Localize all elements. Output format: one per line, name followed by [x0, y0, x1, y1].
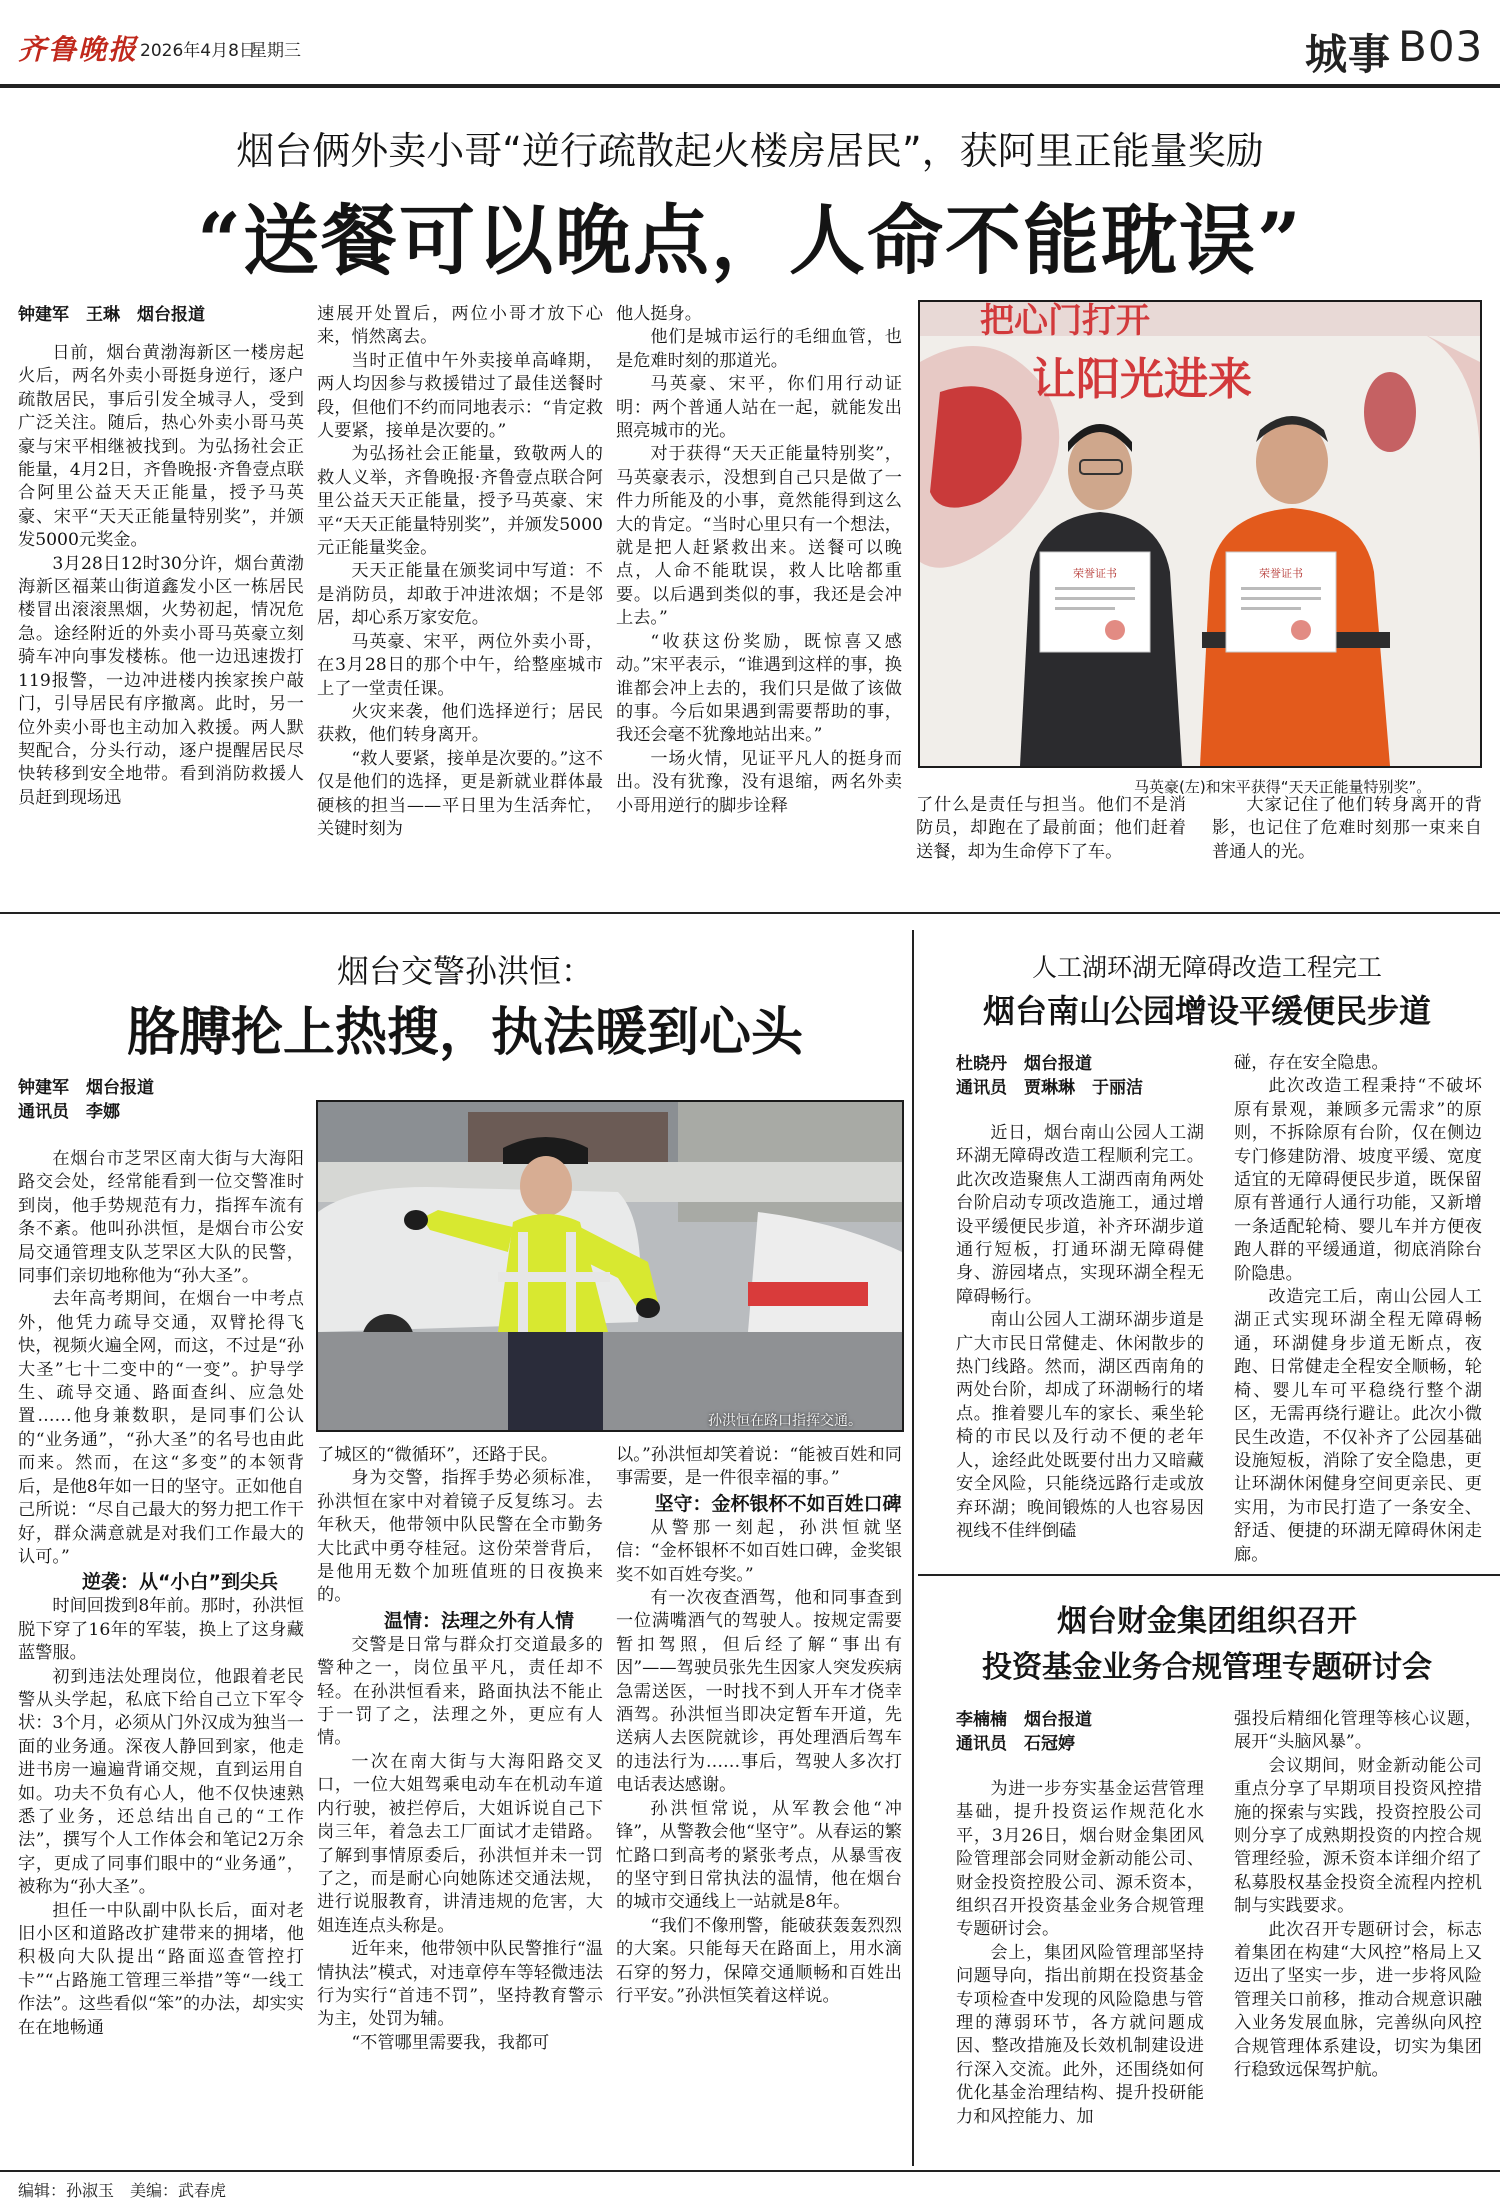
- article2-kicker: 烟台交警孙洪恒：: [336, 952, 593, 990]
- banner-top-text: 把心门打开: [980, 302, 1150, 341]
- byline-line: 钟建军 烟台报道: [18, 1078, 154, 1098]
- banner-text: 让阳光进来: [1032, 354, 1252, 405]
- article3-column-1: [956, 1122, 1204, 1568]
- paragraph: 南山公园人工湖环湖步道是广大市民日常健走、休闲散步的热门线路。然而，湖区西南角的两处台阶，却成了环湖畅行的堵点。推着婴儿车的家长、乘坐轮椅的市民以及行动不便的老年人，途经此处既要付出力又暗藏安全风险，只能绕远路行走或放弃环湖；晚间锻炼的人也容易因视线不佳绊倒磕: [956, 1310, 1204, 1541]
- byline-line: 通讯员 贾琳琳 于丽洁: [956, 1078, 1143, 1098]
- article2-title: 胳膊抡上热搜，执法暖到心头: [126, 1002, 803, 1063]
- paragraph: 有一次夜查酒驾，他和同事查到一位满嘴酒气的驾驶人。按规定需要暂扣驾照，但后经了解“事出有因”——驾驶员张先生因家人突发疾病急需送医，一时找不到人开车才侥幸酒驾。孙洪恒当即决定暂车开道，先送病人去医院就诊，再处理酒后驾车的违法行为……事后，驾驶人多次打电话表达感谢。: [616, 1588, 902, 1796]
- paragraph: 天天正能量在颁奖词中写道：不是消防员，却敢于冲进浓烟；不是邻居，却心系万家安危。: [317, 561, 603, 629]
- paragraph: 初到违法处理岗位，他跟着老民警从头学起，私底下给自己立下军令状：3个月，必须从门外汉成为独当一面的业务通。深夜人静回到家，他走进书房一遍遍背诵交规，直到运用自如。功夫不负有心人，他不仅快速熟悉了业务，还总结出自己的“工作法”，撰写个人工作体会和笔记2万余字，更成了同事们眼中的“业务通”，被称为“孙大圣”。: [18, 1666, 304, 1898]
- paragraph: 以。”孙洪恒却笑着说：“能被百姓和同事需要，是一件很幸福的事。”: [616, 1445, 902, 1489]
- paragraph: 此次召开专题研讨会，标志着集团在构建“大风控”格局上又迈出了坚实一步，进一步将风险管理关口前移，推动合规意识融入业务发展血脉，完善纵向风控合规管理体系建设，切实为集团行稳致远保驾护航。: [1234, 1919, 1482, 2081]
- paragraph: 大家记住了他们转身离开的背影，也记住了危难时刻那一束来自普通人的光。: [1212, 795, 1482, 862]
- byline-line: 杜晓丹 烟台报道: [956, 1054, 1092, 1074]
- paragraph: 他们是城市运行的毛细血管，也是危难时刻的那道光。: [616, 327, 902, 371]
- paragraph: 了城区的“微循环”，还路于民。: [317, 1445, 559, 1465]
- paragraph: 去年高考期间，在烟台一中考点外，他凭力疏导交通，双臂抡得飞快，视频火遍全网，而这，不过是“孙大圣”七十二变中的“一变”。护导学生、疏导交通、路面查纠、应急处置……他身兼数职，是同事们公认的“业务通”，“孙大圣”的名号也由此而来。然而，在这“多变”的本领背后，是他8年如一日的坚守。正如他自己所说：“尽自己最大的努力把工作干好，群众满意就是对我们工作最大的认可。”: [18, 1289, 304, 1567]
- article3-kicker: 人工湖环湖无障碍改造工程完工: [1031, 953, 1382, 982]
- paragraph: 强投后精细化管理等核心议题，展开“头脑风暴”。: [1234, 1709, 1482, 1753]
- paragraph: 改造完工后，南山公园人工湖正式实现环湖全程无障碍畅通，环湖健身步道无断点，夜跑、日常健走全程安全顺畅，轮椅、婴儿车可平稳绕行整个湖区，无需再绕行避让。此次小微民生改造，不仅补齐了公园基础设施短板，消除了安全隐患，更让环湖休闲健身空间更亲民、更实用，为市民打造了一条安全、舒适、便捷的环湖无障碍休闲走廊。: [1234, 1287, 1482, 1565]
- paragraph: 了什么是责任与担当。他们不是消防员，却跑在了最前面；他们赶着送餐，却为生命停下了车。: [916, 795, 1186, 862]
- paragraph: 3月28日12时30分许，烟台黄渤海新区福莱山街道鑫发小区一栋居民楼冒出滚滚黑烟，火势初起，情况危急。途经附近的外卖小哥马英豪立刻骑车冲向事发楼栋。他一边迅速拨打119报警，一边冲进楼内挨家挨户敲门，引导居民有序撤离。此时，另一位外卖小哥也主动加入救援。两人默契配合，分头行动，逐户提醒居民尽快转移到安全地带。看到消防救援人员赶到现场迅: [18, 553, 304, 808]
- paragraph: 时间回拨到8年前。那时，孙洪恒脱下穿了16年的军装，换上了这身藏蓝警服。: [18, 1596, 304, 1664]
- article2-byline: [18, 1076, 154, 1124]
- article4-column-2: [1234, 1708, 1482, 2166]
- article2-column-3: [616, 1444, 902, 2166]
- article1-title: “送餐可以晚点，人命不能耽误”: [197, 196, 1303, 285]
- article4-column-1: [956, 1778, 1204, 2166]
- paragraph: 一场火情，见证平凡人的挺身而出。没有犹豫，没有退缩，两名外卖小哥用逆行的脚步诠释: [616, 748, 902, 816]
- byline-line: 李楠楠 烟台报道: [956, 1710, 1092, 1730]
- paragraph: 会上，集团风险管理部坚持问题导向，指出前期在投资基金专项检查中发现的风险隐患与管理的薄弱环节，各方就问题成因、整改措施及长效机制建设进行深入交流。此外，还围绕如何优化基金治理结构、提升投研能力和风控能力、加: [956, 1942, 1204, 2127]
- footer-editor-credits: 编辑：孙淑玉 美编：武春虎: [18, 2181, 227, 2200]
- subheading: 温情：法理之外有人情: [383, 1609, 574, 1632]
- paragraph: 为弘扬社会正能量，致敬两人的救人义举，齐鲁晚报·齐鲁壹点联合阿里公益天天正能量，授予马英豪、宋平“天天正能量特别奖”，并颁发5000元正能量奖金。: [317, 444, 603, 559]
- article4-title-line2: 投资基金业务合规管理专题研讨会: [982, 1650, 1432, 1685]
- award-photo-illustration: [920, 302, 1480, 766]
- paragraph: 日前，烟台黄渤海新区一楼房起火后，两名外卖小哥挺身逆行，逐户疏散居民，事后引发全城寻人，受到广泛关注。随后，热心外卖小哥马英豪与宋平相继被找到。为弘扬社会正能量，4月2日，齐鲁晚报·齐鲁壹点联合阿里公益天天正能量，授予马英豪、宋平“天天正能量特别奖”，并颁发5000元奖金。: [18, 343, 304, 551]
- paragraph: 从警那一刻起，孙洪恒就坚信：“金杯银杯不如百姓口碑，金奖银奖不如百姓夸奖。”: [616, 1517, 902, 1585]
- paragraph: 交警是日常与群众打交道最多的警种之一，岗位虽平凡，责任却不轻。在孙洪恒看来，路面执法不能止于一罚了之，法理之外，更应有人情。: [317, 1634, 603, 1749]
- article2-column-2: [317, 1444, 603, 2166]
- paragraph: 会议期间，财金新动能公司重点分享了早期项目投资风控措施的探索与实践，投资控股公司则分享了成熟期投资的内控合规管理经验，源禾资本详细介绍了私募股权基金投资全流程内控机制与实践要求。: [1234, 1755, 1482, 1917]
- paragraph: 当时正值中午外卖接单高峰期，两人均因参与救援错过了最佳送餐时段，但他们不约而同地表示：“肯定救人要紧，接单是次要的。”: [317, 350, 603, 442]
- article1-column-1: [18, 342, 304, 882]
- paragraph: “不管哪里需要我，我都可: [351, 2032, 550, 2053]
- paragraph: 他人挺身。: [616, 304, 702, 324]
- issue-weekday: 星期三: [250, 41, 301, 61]
- byline-line: 通讯员 李娜: [18, 1102, 120, 1122]
- article1-kicker: 烟台俩外卖小哥“逆行疏散起火楼房居民”，获阿里正能量奖励: [236, 129, 1264, 173]
- article1-column-4: [916, 794, 1186, 884]
- award-photo-caption: 马英豪(左)和宋平获得“天天正能量特别奖”。: [1134, 778, 1432, 796]
- section-name: 城事: [1305, 30, 1392, 79]
- paragraph: 碰，存在安全隐患。: [1234, 1053, 1389, 1073]
- paragraph: 马英豪、宋平，两位外卖小哥，在3月28日的那个中午，给整座城市上了一堂责任课。: [317, 631, 603, 699]
- article3-title: 烟台南山公园增设平缓便民步道: [982, 992, 1431, 1030]
- footer-rule: [0, 2170, 1500, 2172]
- paragraph: 速展开处置后，两位小哥才放下心来，悄然离去。: [317, 304, 603, 348]
- article1-byline: 钟建军 王琳 烟台报道: [18, 305, 205, 325]
- page-number: B03: [1398, 22, 1484, 71]
- article1-column-3: [616, 303, 902, 883]
- section-divider: [0, 912, 1500, 914]
- paragraph: 马英豪、宋平，你们用行动证明：两个普通人站在一起，就能发出照亮城市的光。: [616, 374, 902, 442]
- header-rule: [0, 84, 1500, 88]
- certificate-title: 荣誉证书: [1073, 567, 1117, 580]
- column-divider: [912, 930, 914, 2166]
- certificate-title: 荣誉证书: [1259, 567, 1303, 580]
- paragraph: 身为交警，指挥手势必须标准，孙洪恒在家中对着镜子反复练习。去年秋天，他带领中队民警在全市勤务大比武中勇夺桂冠。这份荣誉背后，是他用无数个加班值班的日夜换来的。: [317, 1468, 603, 1606]
- paragraph: 火灾来袭，他们选择逆行；居民获救，他们转身离开。: [317, 701, 603, 746]
- paragraph: “收获这份奖励，既惊喜又感动。”宋平表示，“谁遇到这样的事，换谁都会冲上去的，我们只是做了该做的事。今后如果遇到需要帮助的事，我还会毫不犹豫地站出来。”: [616, 631, 902, 746]
- traffic-police-photo-illustration: [318, 1102, 902, 1430]
- traffic-police-photo: [316, 1100, 904, 1432]
- paragraph: 为进一步夯实基金运营管理基础，提升投资运作规范化水平，3月26日，烟台财金集团风险管理部会同财金新动能公司、财金投资控股公司、源禾资本，组织召开投资基金业务合规管理专题研讨会。: [956, 1779, 1204, 1940]
- paragraph: 孙洪恒常说，从军教会他“冲锋”，从警教会他“坚守”。从春运的繁忙路口到高考的紧张考点，从暴雪夜的坚守到日常执法的温情，他在烟台的城市交通线上一站就是8年。: [616, 1798, 902, 1913]
- paragraph: “救人要紧，接单是次要的。”这不仅是他们的选择，更是新就业群体最硬核的担当——平日里为生活奔忙，关键时刻为: [317, 748, 603, 839]
- subheading: 坚守：金杯银杯不如百姓口碑: [654, 1492, 902, 1515]
- article2-column-1: [18, 1148, 304, 2166]
- newspaper-logo: 齐鲁晚报: [18, 33, 139, 66]
- article4-title-line1: 烟台财金集团组织召开: [1057, 1604, 1357, 1639]
- paragraph: “我们不像刑警，能破获轰轰烈烈的大案。只能每天在路面上，用水滴石穿的努力，保障交通顺畅和百姓出行平安。”孙洪恒笑着这样说。: [616, 1915, 902, 2006]
- article4-byline: [956, 1708, 1092, 1756]
- subheading: 逆袭：从“小白”到尖兵: [82, 1571, 278, 1594]
- paragraph: 担任一中队副中队长后，面对老旧小区和道路改扩建带来的拥堵，他积极向大队提出“路面巡查管控打卡”“占路施工管理三举措”等“一线工作法”。这些看似“笨”的办法，却实实在在地畅通: [18, 1900, 304, 2038]
- traffic-photo-caption: 孙洪恒在路口指挥交通。: [708, 1413, 862, 1429]
- paragraph: 一次在南大街与大海阳路交叉口，一位大姐驾乘电动车在机动车道内行驶，被拦停后，大姐诉说自己下岗三年，着急去工厂面试才走错路。了解到事情原委后，孙洪恒并未一罚了之，而是耐心向她陈述交通法规，进行说服教育，讲清违规的危害，大姐连连点头称是。: [317, 1751, 603, 1936]
- paragraph: 近年来，他带领中队民警推行“温情执法”模式，对违章停车等轻微违法行为实行“首违不罚”，坚持教育警示为主，处罚为辅。: [317, 1939, 603, 2030]
- paragraph: 此次改造工程秉持“不破坏原有景观，兼顾多元需求”的原则，不拆除原有台阶，仅在侧边专门修建防滑、坡度平缓、宽度适宜的无障碍便民步道，既保留原有普通行人通行功能，又新增一条适配轮椅、婴儿车并方便夜跑人群的平缓通道，彻底消除台阶隐患。: [1234, 1076, 1482, 1284]
- paragraph: 近日，烟台南山公园人工湖环湖无障碍改造工程顺利完工。此次改造聚焦人工湖西南角两处台阶启动专项改造施工，通过增设平缓便民步道，补齐环湖步道通行短板，打通环湖无障碍健身、游园堵点，实现环湖全程无障碍畅行。: [956, 1123, 1204, 1307]
- article1-column-5: [1212, 794, 1482, 884]
- award-photo: [918, 300, 1482, 768]
- paragraph: 对于获得“天天正能量特别奖”，马英豪表示，没想到自己只是做了一件力所能及的小事，竟然能得到这么大的肯定。“当时心里只有一个想法，就是把人赶紧救出来。送餐可以晚点，人命不能耽误，救人比啥都重要。以后遇到类似的事，我还是会冲上去。”: [616, 444, 902, 629]
- section-divider: [918, 1574, 1500, 1576]
- paragraph: 在烟台市芝罘区南大街与大海阳路交会处，经常能看到一位交警准时到岗，他手势规范有力，指挥车流有条不紊。他叫孙洪恒，是烟台市公安局交通管理支队芝罘区大队的民警，同事们亲切地称他为“孙大圣”。: [18, 1149, 304, 1287]
- byline-line: 通讯员 石冠婷: [956, 1734, 1075, 1754]
- article3-byline: [956, 1052, 1143, 1100]
- article1-column-2: [317, 303, 603, 883]
- issue-date: 2026年4月8日: [140, 41, 256, 61]
- article3-column-2: [1234, 1052, 1482, 1568]
